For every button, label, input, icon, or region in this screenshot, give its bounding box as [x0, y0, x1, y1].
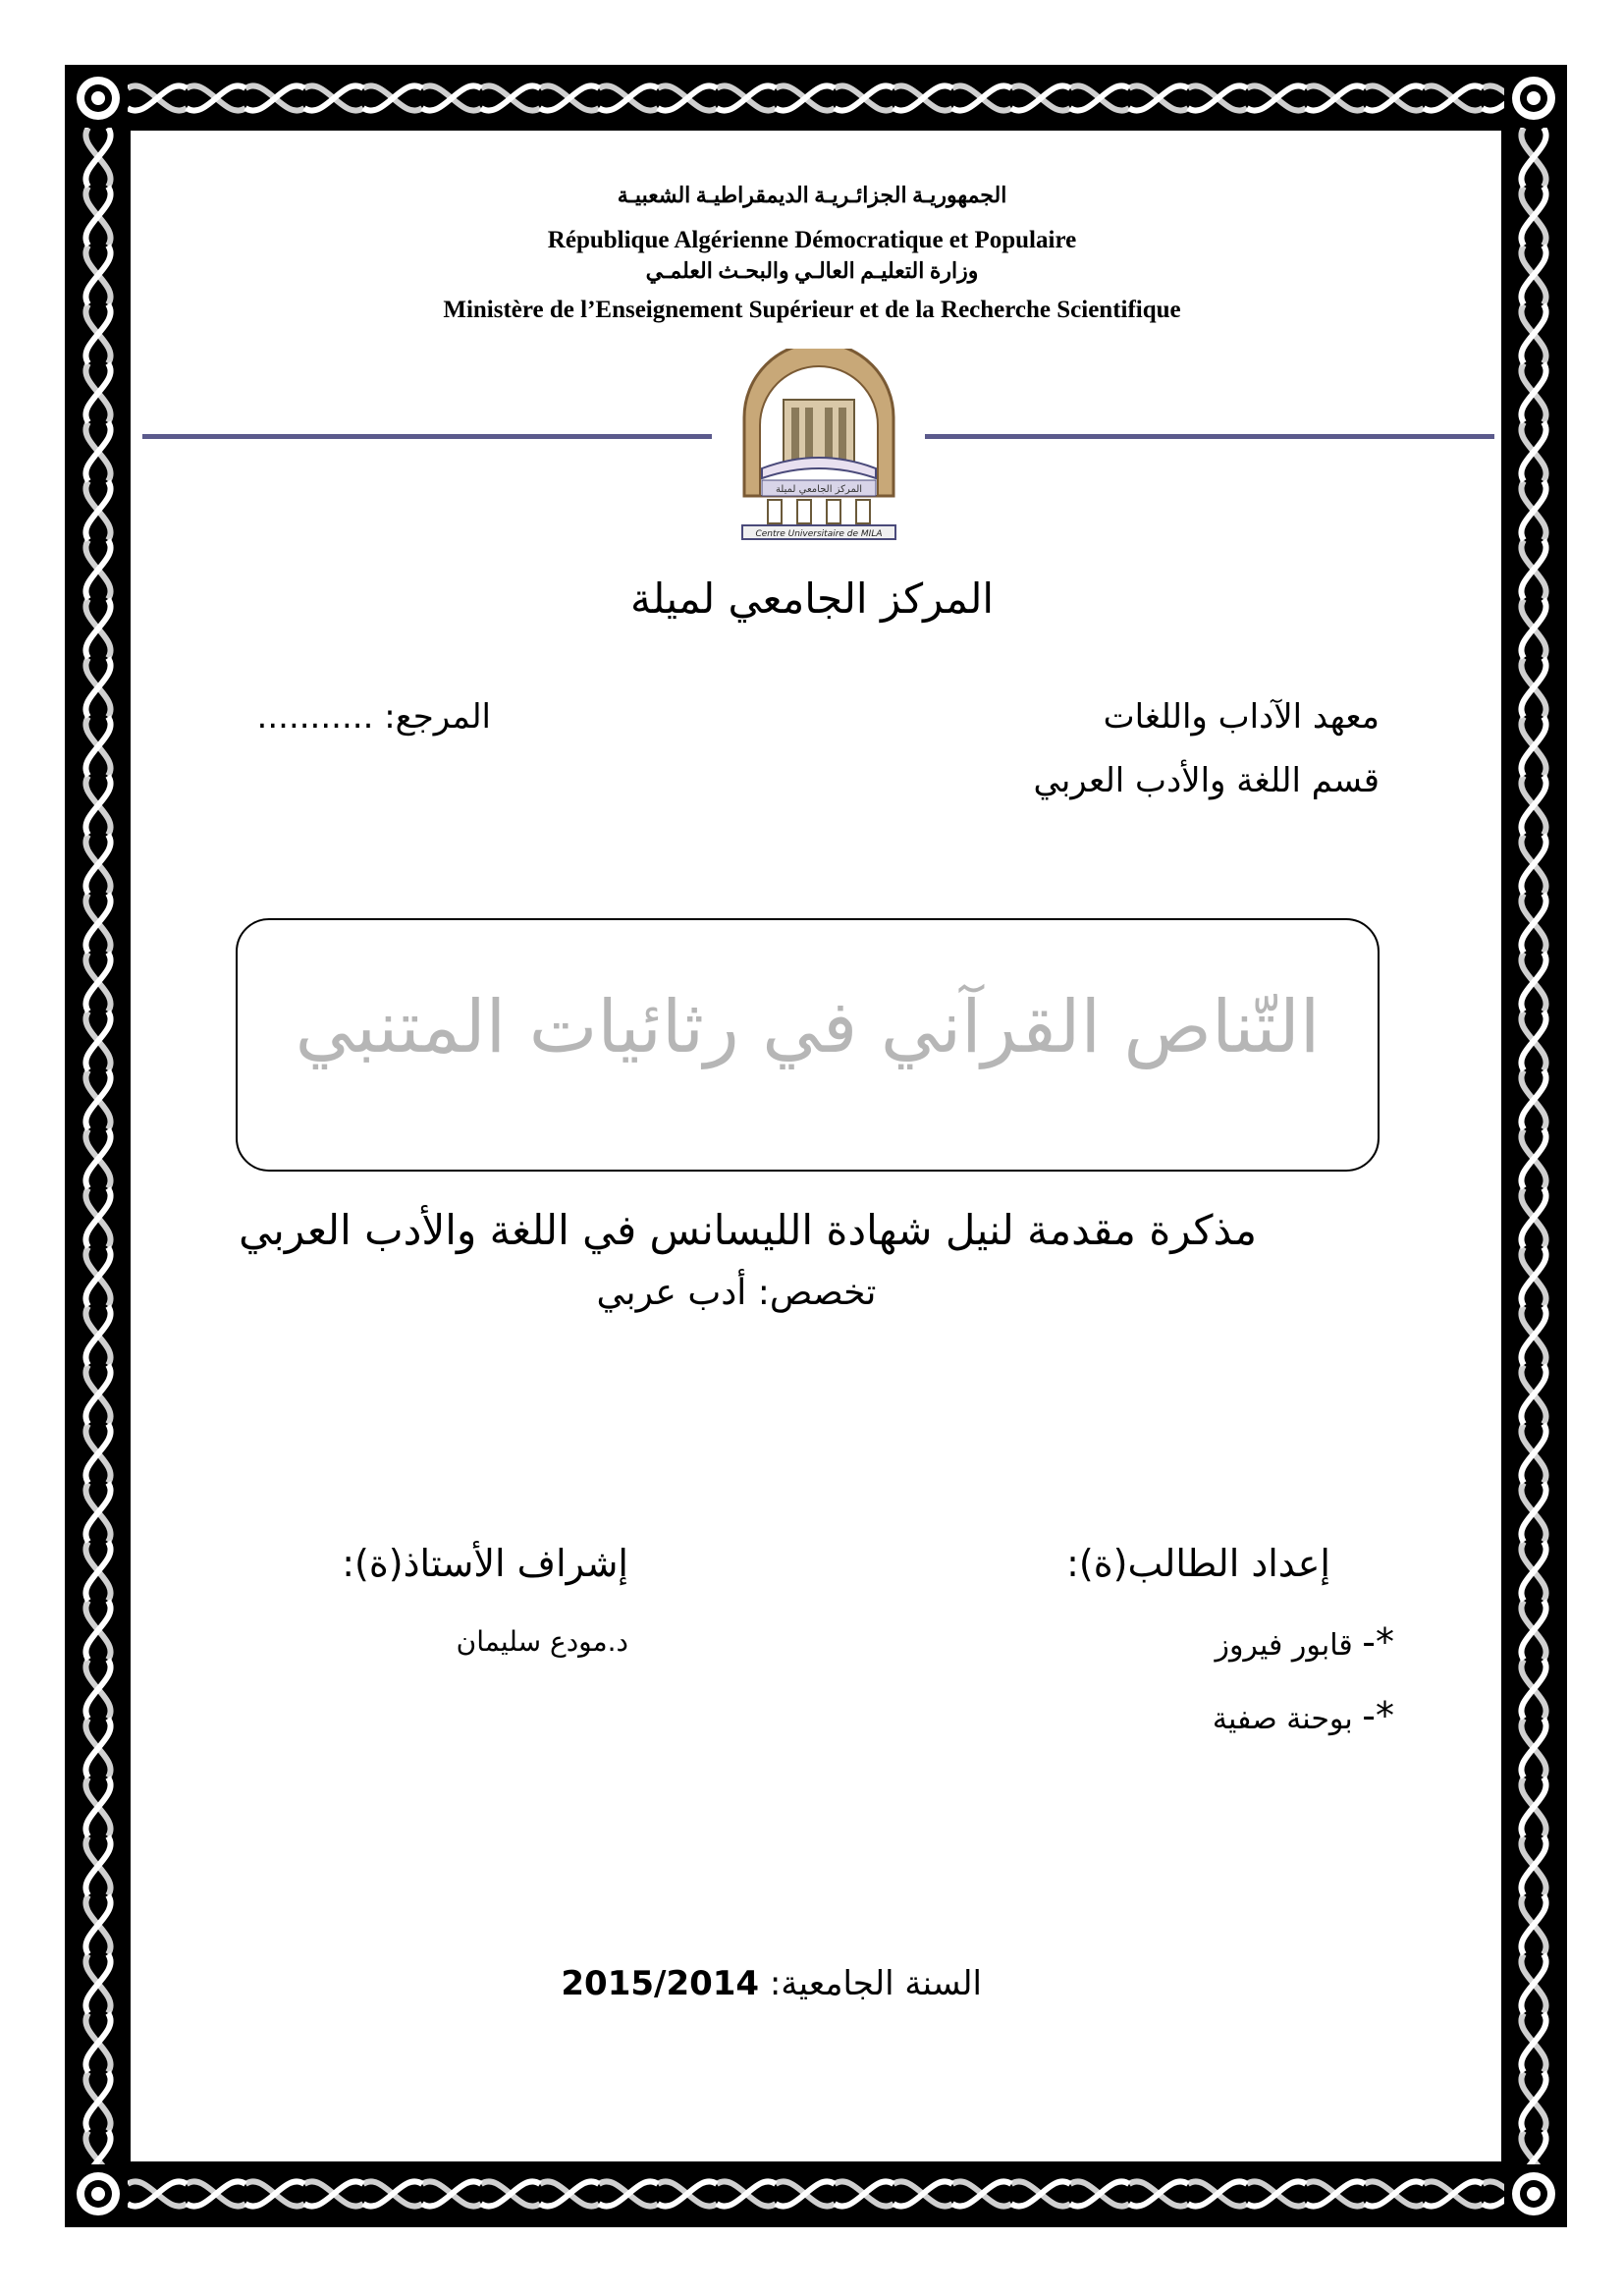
border-corner-ornament [1504, 2164, 1563, 2223]
institute-name: معهد الآداب واللغات [1103, 697, 1380, 737]
student-name [982, 1694, 1394, 1737]
ministry-french: Ministère de l’Enseignement Supérieur et de la Recherche Scientifique [443, 297, 1181, 323]
republic-arabic: الجمهوريـة الجزائـريـة الديمقراطيـة الشعبيـة [617, 183, 1007, 207]
supervisor-name: د.مودع سليمان [456, 1625, 628, 1658]
university-logo [732, 349, 905, 541]
border-corner-ornament [69, 69, 128, 128]
bullet-marker: *- [1362, 1620, 1394, 1664]
ministry-arabic: وزارة التعليـم العالـي والبحـث العلمـي [645, 258, 979, 283]
thesis-purpose: مذكرة مقدمة لنيل شهادة الليسانس في اللغة والأدب العربي [239, 1206, 1257, 1254]
logo-banner-text: المركز الجامعي لميلة [775, 484, 863, 495]
supervision-label: إشراف الأستاذ(ة): [342, 1542, 628, 1585]
specialty: تخصص: أدب عربي [596, 1273, 877, 1313]
student-name-text: بوحنة صفية [1212, 1702, 1353, 1736]
border-band-right [1504, 69, 1563, 2223]
republic-french: République Algérienne Démocratique et Populaire [547, 227, 1077, 253]
header-divider-right [925, 434, 1494, 439]
student-name [982, 1620, 1394, 1664]
logo-caption: Centre Universitaire de MILA [755, 529, 883, 539]
bullet-marker: *- [1362, 1694, 1394, 1737]
reference-number: المرجع: ........... [256, 697, 491, 737]
university-center-name: المركز الجامعي لميلة [629, 574, 995, 623]
header-divider-left [142, 434, 712, 439]
border-corner-ornament [1504, 69, 1563, 128]
academic-year [393, 1964, 982, 2003]
border-band-top [69, 69, 1563, 128]
student-name-text: قابور فيروز [1215, 1628, 1353, 1663]
department-name: قسم اللغة والأدب العربي [1033, 761, 1380, 800]
border-band-bottom [69, 2164, 1563, 2223]
border-band-left [69, 69, 128, 2223]
academic-year-label: السنة الجامعية: [759, 1964, 982, 2003]
border-corner-ornament [69, 2164, 128, 2223]
academic-year-value: 2015/2014 [561, 1964, 760, 2003]
thesis-title: التّناص القرآني في رثائيات المتنبي [295, 985, 1321, 1069]
prepared-by-label: إعداد الطالب(ة): [1066, 1542, 1330, 1585]
